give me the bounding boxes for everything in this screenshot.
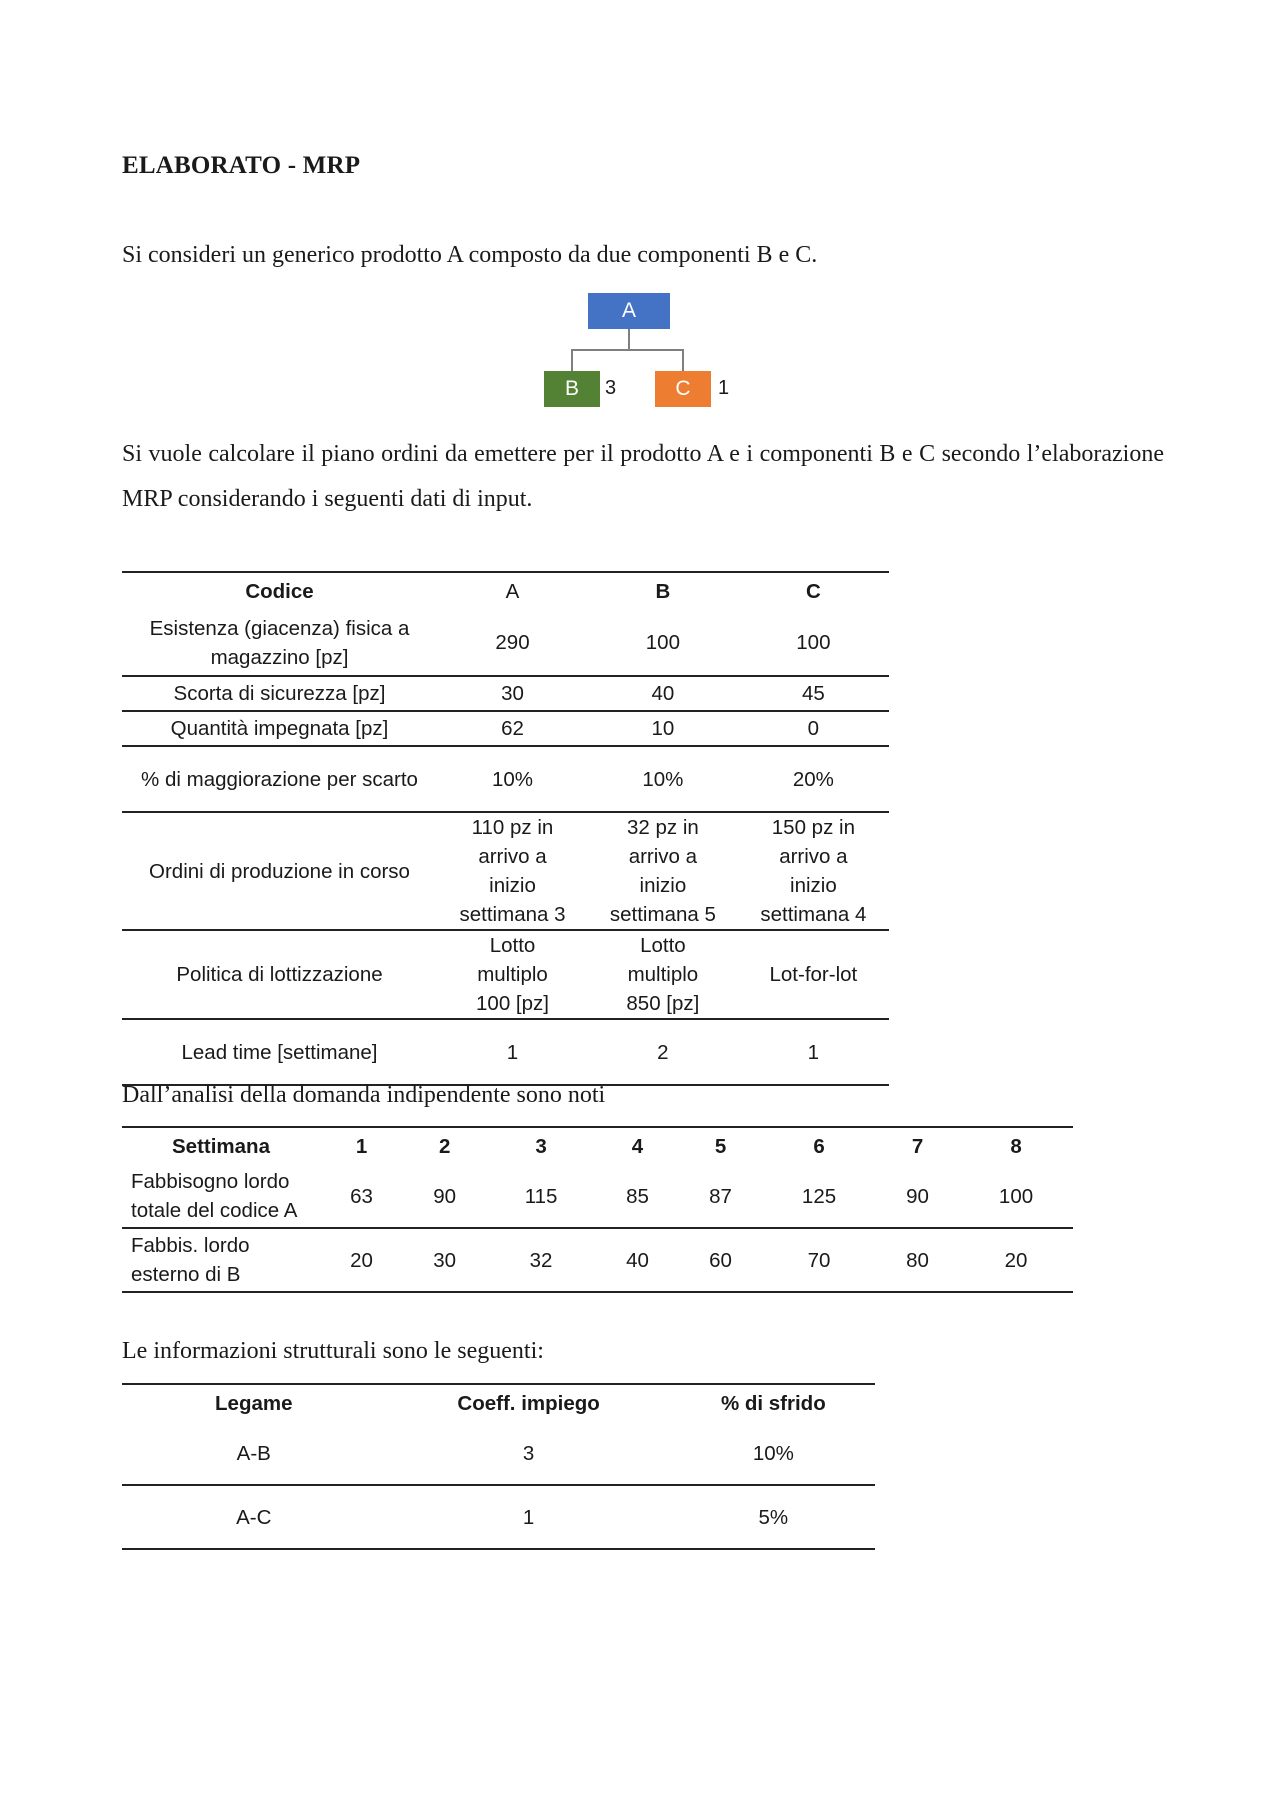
table-cell: 32 [529, 1248, 553, 1272]
header-cell: 2 [438, 1135, 451, 1158]
table-cell: 5% [758, 1505, 789, 1529]
table-cell: 3 [522, 1441, 535, 1465]
table-cell: 100 [998, 1184, 1034, 1208]
table-cell: 1 [807, 1040, 820, 1064]
table-cell: 20% [792, 767, 834, 791]
header-cell: Codice [245, 580, 314, 603]
row-label: Quantità impegnata [pz] [170, 717, 389, 740]
row-label: Fabbisogno lordo totale del codice A [131, 1170, 298, 1222]
header-cell: Legame [215, 1392, 293, 1415]
header-cell: 4 [631, 1135, 644, 1158]
table-cell: 100 [645, 631, 680, 654]
document-title: ELABORATO - MRP [122, 152, 361, 179]
table-cell: 20 [350, 1248, 373, 1272]
row-label: Lead time [settimane] [181, 1040, 378, 1064]
header-cell: 8 [1010, 1135, 1022, 1158]
table-row [122, 676, 889, 711]
table-cell: A-C [236, 1505, 272, 1529]
header-cell: 7 [911, 1135, 924, 1158]
table-cell: 125 [801, 1184, 837, 1208]
table-row [122, 1228, 1073, 1292]
header-cell: B [655, 580, 671, 603]
table-row [122, 930, 889, 1019]
bom-node-a: A [588, 293, 670, 329]
row-label: Scorta di sicurezza [pz] [173, 682, 386, 705]
header-cell: 5 [714, 1135, 727, 1158]
table-cell: 115 [524, 1184, 558, 1208]
bom-qty-c: 1 [718, 377, 730, 399]
table-row [122, 711, 889, 746]
table-cell: 40 [626, 1248, 649, 1272]
row-label: Politica di lottizzazione [176, 963, 383, 986]
table-row [122, 746, 889, 812]
table-cell: 290 [495, 631, 530, 654]
table-cell: 10 [651, 717, 675, 740]
header-cell: A [505, 580, 520, 603]
header-cell: % di sfrido [720, 1392, 826, 1415]
table-cell: 32 pz in arrivo a inizio settimana 5 [609, 816, 716, 926]
table-cell: 85 [626, 1184, 649, 1208]
table-cell: 110 pz in arrivo a inizio settimana 3 [459, 816, 566, 926]
input-data-table [122, 571, 889, 1086]
table-cell: Lotto multiplo 850 [pz] [626, 934, 700, 1015]
table-cell: 70 [807, 1248, 831, 1272]
demand-table [122, 1126, 1073, 1293]
table-cell: 10% [642, 767, 684, 791]
header-cell: Coeff. impiego [457, 1392, 600, 1415]
bom-node-b: B [544, 371, 600, 407]
intro-text: Si consideri un generico prodotto A composto da due componenti B e C. [122, 242, 818, 268]
bom-qty-b: 3 [605, 377, 617, 399]
bom-node-c: C [655, 371, 711, 407]
table-header-row [122, 1127, 1073, 1165]
table-cell: 60 [709, 1248, 732, 1272]
table-cell: 10% [491, 767, 534, 791]
table-row [122, 1422, 875, 1485]
table-cell: A-B [236, 1441, 271, 1465]
table-cell: 90 [433, 1184, 457, 1208]
table-cell: 45 [801, 682, 825, 705]
table-cell: Lot-for-lot [769, 963, 858, 986]
demand-intro-text: Dall’analisi della domanda indipendente sono noti [122, 1082, 606, 1108]
row-label: Fabbis. lordo esterno di B [131, 1234, 250, 1286]
table-row [122, 1165, 1073, 1228]
header-cell: C [805, 580, 821, 603]
table-row [122, 1485, 875, 1549]
table-cell: 80 [906, 1248, 929, 1272]
table-row [122, 610, 889, 676]
table-cell: 30 [501, 682, 524, 705]
table-row [122, 1019, 889, 1085]
table-cell: 30 [433, 1248, 457, 1272]
table-cell: 87 [709, 1184, 732, 1208]
table-cell: 40 [651, 682, 675, 705]
table-row [122, 812, 889, 930]
table-cell: 90 [906, 1184, 929, 1208]
table-cell: 100 [796, 631, 831, 654]
table-cell: 10% [752, 1441, 794, 1465]
objective-paragraph: Si vuole calcolare il piano ordini da emettere per il prodotto A e i componenti B e C secondo l’elaborazione MRP considerando i seguenti dati di input. [122, 441, 1164, 512]
table-cell: 0 [807, 717, 820, 740]
table-cell: Lotto multiplo 100 [pz] [476, 934, 549, 1015]
row-label: Ordini di produzione in corso [149, 859, 410, 883]
table-cell: 2 [657, 1040, 669, 1064]
table-cell: 1 [506, 1040, 519, 1064]
header-cell: Settimana [172, 1135, 270, 1158]
structure-intro-text: Le informazioni strutturali sono le seguenti: [122, 1338, 544, 1364]
table-cell: 20 [1004, 1248, 1028, 1272]
table-header-row [122, 572, 889, 610]
table-header-row [122, 1384, 875, 1422]
table-cell: 1 [522, 1505, 535, 1529]
table-cell: 63 [350, 1184, 373, 1208]
structure-table [122, 1383, 875, 1550]
header-cell: 6 [813, 1135, 825, 1158]
table-cell: 62 [501, 717, 524, 740]
header-cell: 1 [355, 1135, 368, 1158]
row-label: Esistenza (giacenza) fisica a magazzino [pz] [149, 616, 410, 669]
header-cell: 3 [535, 1135, 547, 1158]
table-cell: 150 pz in arrivo a inizio settimana 4 [760, 816, 867, 926]
row-label: % di maggiorazione per scarto [141, 767, 418, 791]
bom-connector-lines [0, 0, 1280, 450]
